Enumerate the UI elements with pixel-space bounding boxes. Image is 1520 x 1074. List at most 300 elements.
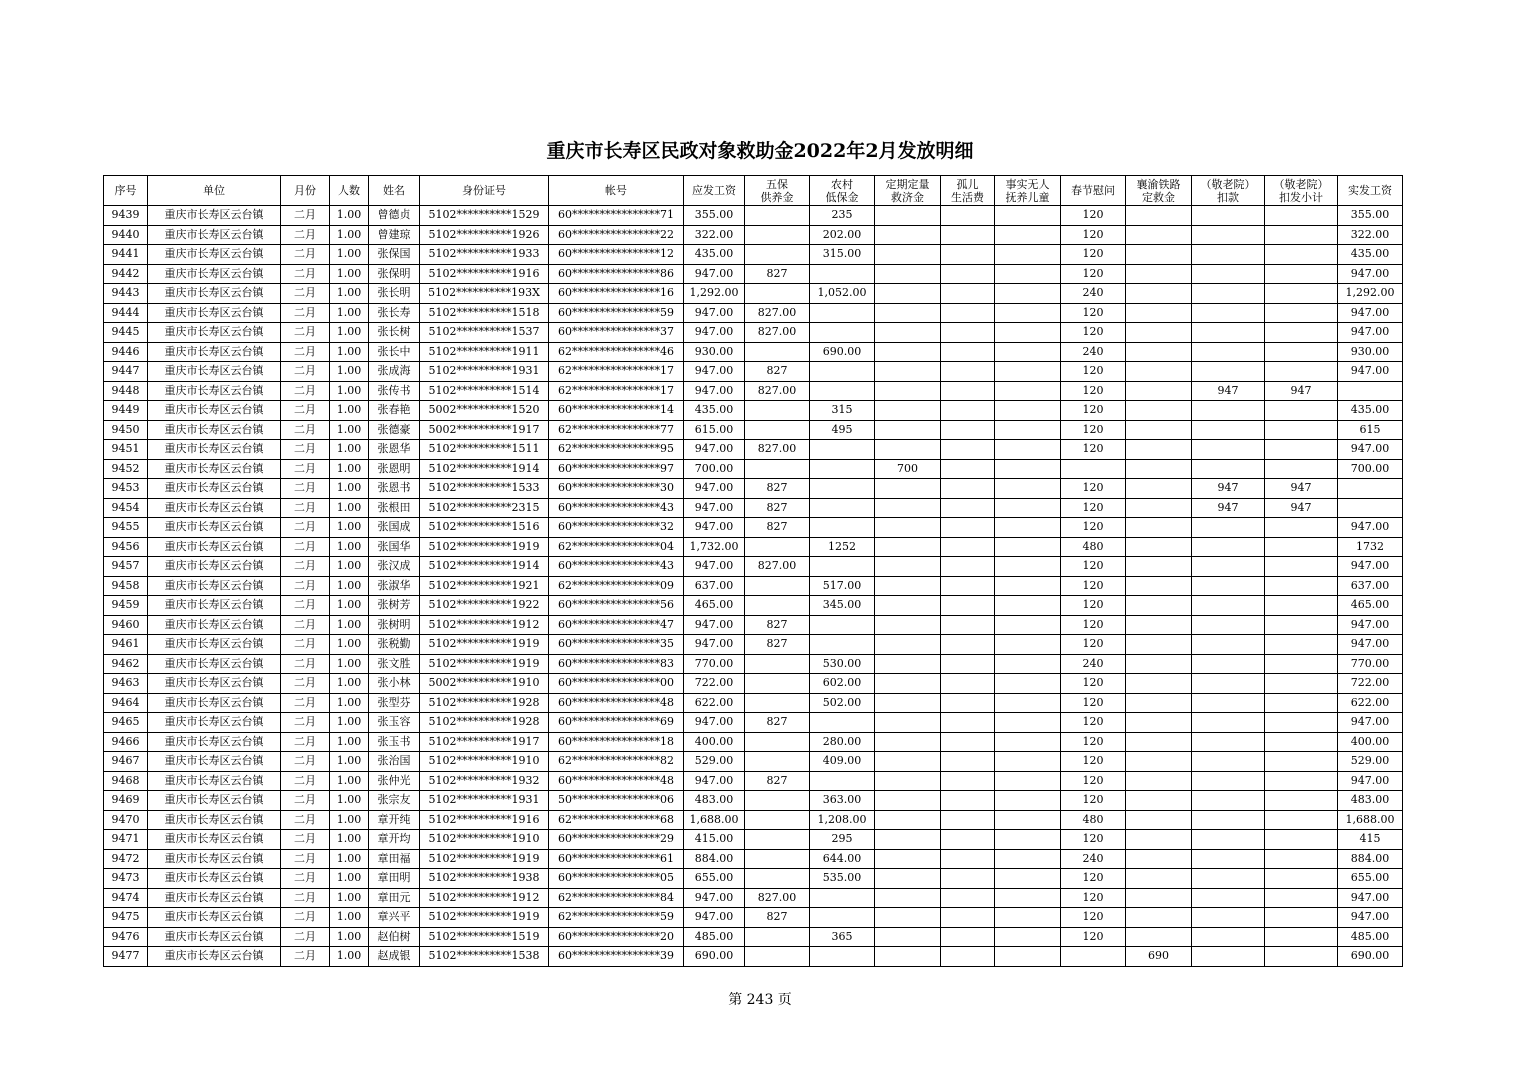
table-cell: 947.00 [684, 518, 745, 538]
table-cell [1126, 342, 1192, 362]
table-cell: 重庆市长寿区云台镇 [148, 245, 281, 265]
table-cell: 530.00 [810, 654, 875, 674]
table-cell [1265, 420, 1338, 440]
table-cell [1265, 615, 1338, 635]
table-cell: 1,688.00 [684, 810, 745, 830]
table-cell: 5102**********1914 [420, 557, 549, 577]
table-cell: 355.00 [1338, 206, 1403, 226]
table-cell: 60****************48 [549, 771, 684, 791]
table-cell: 622.00 [684, 693, 745, 713]
table-cell: 二月 [281, 654, 330, 674]
table-row [104, 225, 1403, 245]
table-cell: 415.00 [684, 830, 745, 850]
table-cell: 章兴平 [369, 908, 420, 928]
table-cell [875, 810, 941, 830]
table-cell: 690 [1126, 947, 1192, 967]
table-cell [875, 888, 941, 908]
table-cell: 5102**********1537 [420, 323, 549, 343]
table-cell [941, 498, 995, 518]
table-cell [875, 927, 941, 947]
table-cell [995, 674, 1061, 694]
table-cell: 张治国 [369, 752, 420, 772]
table-cell: 60****************32 [549, 518, 684, 538]
table-cell [810, 615, 875, 635]
table-cell [1192, 225, 1265, 245]
table-cell: 9469 [104, 791, 148, 811]
table-cell: 60****************61 [549, 849, 684, 869]
table-cell [745, 537, 810, 557]
table-cell: 二月 [281, 615, 330, 635]
table-cell: 张小林 [369, 674, 420, 694]
table-cell: 485.00 [684, 927, 745, 947]
table-cell: 9449 [104, 401, 148, 421]
table-row [104, 713, 1403, 733]
column-header: 月份 [281, 176, 330, 206]
table-cell: 120 [1061, 362, 1126, 382]
table-cell: 62****************04 [549, 537, 684, 557]
table-cell [875, 518, 941, 538]
table-cell: 1.00 [330, 401, 369, 421]
table-cell [941, 518, 995, 538]
table-cell [995, 323, 1061, 343]
table-cell [875, 245, 941, 265]
table-cell [995, 927, 1061, 947]
table-cell: 二月 [281, 342, 330, 362]
table-cell [875, 537, 941, 557]
table-cell: 9467 [104, 752, 148, 772]
table-cell: 二月 [281, 635, 330, 655]
table-cell: 947 [1192, 479, 1265, 499]
table-cell [995, 264, 1061, 284]
table-cell [1265, 635, 1338, 655]
table-cell [995, 518, 1061, 538]
table-cell: 9442 [104, 264, 148, 284]
table-cell: 重庆市长寿区云台镇 [148, 947, 281, 967]
table-cell: 415 [1338, 830, 1403, 850]
table-cell [941, 576, 995, 596]
table-cell [810, 947, 875, 967]
table-cell [1126, 557, 1192, 577]
table-cell: 947.00 [1338, 440, 1403, 460]
table-cell [1265, 459, 1338, 479]
table-cell: 重庆市长寿区云台镇 [148, 732, 281, 752]
table-cell [1338, 479, 1403, 499]
table-cell [995, 869, 1061, 889]
table-cell [1192, 284, 1265, 304]
table-row [104, 654, 1403, 674]
table-cell: 60****************05 [549, 869, 684, 889]
table-cell: 62****************68 [549, 810, 684, 830]
table-cell [745, 869, 810, 889]
table-cell [810, 323, 875, 343]
table-cell: 1252 [810, 537, 875, 557]
table-row [104, 498, 1403, 518]
table-cell: 1.00 [330, 303, 369, 323]
table-cell: 1732 [1338, 537, 1403, 557]
table-row [104, 479, 1403, 499]
table-cell: 947.00 [684, 713, 745, 733]
table-cell: 赵成银 [369, 947, 420, 967]
table-cell: 1.00 [330, 927, 369, 947]
table-cell [995, 615, 1061, 635]
table-cell [995, 771, 1061, 791]
table-row [104, 791, 1403, 811]
table-cell: 947.00 [1338, 323, 1403, 343]
table-cell [1192, 420, 1265, 440]
table-cell [995, 654, 1061, 674]
table-cell [1126, 869, 1192, 889]
table-cell [745, 654, 810, 674]
table-cell: 1.00 [330, 888, 369, 908]
table-cell: 二月 [281, 927, 330, 947]
table-cell [1126, 888, 1192, 908]
table-cell [875, 674, 941, 694]
table-cell: 409.00 [810, 752, 875, 772]
table-cell [1126, 206, 1192, 226]
table-cell: 张恩书 [369, 479, 420, 499]
table-cell [745, 947, 810, 967]
table-cell: 1.00 [330, 732, 369, 752]
table-cell: 重庆市长寿区云台镇 [148, 810, 281, 830]
table-cell [941, 264, 995, 284]
table-cell: 5102**********1914 [420, 459, 549, 479]
table-cell: 1.00 [330, 654, 369, 674]
table-cell: 930.00 [1338, 342, 1403, 362]
table-cell: 62****************17 [549, 381, 684, 401]
table-cell: 50****************06 [549, 791, 684, 811]
table-cell [941, 654, 995, 674]
table-cell: 465.00 [684, 596, 745, 616]
table-cell [995, 693, 1061, 713]
table-cell [1192, 810, 1265, 830]
table-cell [810, 518, 875, 538]
table-cell: 947.00 [684, 323, 745, 343]
table-cell: 770.00 [1338, 654, 1403, 674]
table-cell: 张长树 [369, 323, 420, 343]
table-cell [941, 323, 995, 343]
table-cell: 张淑华 [369, 576, 420, 596]
table-cell [941, 420, 995, 440]
page-number: 第 243 页 [728, 992, 792, 1008]
table-cell: 二月 [281, 674, 330, 694]
table-cell: 315.00 [810, 245, 875, 265]
table-cell: 1.00 [330, 225, 369, 245]
table-cell [810, 303, 875, 323]
table-cell: 5102**********1922 [420, 596, 549, 616]
table-cell: 120 [1061, 927, 1126, 947]
table-cell: 9470 [104, 810, 148, 830]
table-cell: 9466 [104, 732, 148, 752]
table-cell: 62****************46 [549, 342, 684, 362]
table-cell: 947.00 [1338, 888, 1403, 908]
table-cell [1338, 498, 1403, 518]
table-cell: 120 [1061, 674, 1126, 694]
table-cell [1192, 615, 1265, 635]
table-cell [1126, 752, 1192, 772]
table-cell [941, 440, 995, 460]
table-cell: 947 [1265, 498, 1338, 518]
table-cell: 770.00 [684, 654, 745, 674]
table-cell: 60****************37 [549, 323, 684, 343]
table-cell [875, 869, 941, 889]
table-cell [810, 498, 875, 518]
table-cell [875, 947, 941, 967]
table-cell: 700 [875, 459, 941, 479]
table-cell: 322.00 [684, 225, 745, 245]
table-row [104, 732, 1403, 752]
table-cell [1192, 557, 1265, 577]
table-cell [875, 284, 941, 304]
table-row [104, 323, 1403, 343]
table-cell [941, 869, 995, 889]
table-cell: 529.00 [1338, 752, 1403, 772]
table-cell: 重庆市长寿区云台镇 [148, 596, 281, 616]
table-cell: 120 [1061, 264, 1126, 284]
table-cell: 重庆市长寿区云台镇 [148, 888, 281, 908]
table-row [104, 459, 1403, 479]
table-cell: 120 [1061, 576, 1126, 596]
table-cell: 827 [745, 908, 810, 928]
table-cell [875, 752, 941, 772]
table-cell [941, 674, 995, 694]
table-cell [875, 635, 941, 655]
table-row [104, 635, 1403, 655]
table-row [104, 771, 1403, 791]
table-cell: 二月 [281, 888, 330, 908]
table-row [104, 752, 1403, 772]
table-cell: 827 [745, 362, 810, 382]
table-cell [995, 557, 1061, 577]
table-cell [1265, 557, 1338, 577]
table-cell [1265, 576, 1338, 596]
table-cell: 60****************18 [549, 732, 684, 752]
table-cell: 827 [745, 518, 810, 538]
table-cell: 60****************00 [549, 674, 684, 694]
table-cell: 120 [1061, 615, 1126, 635]
table-cell [875, 264, 941, 284]
table-row [104, 264, 1403, 284]
table-cell [875, 498, 941, 518]
table-cell: 重庆市长寿区云台镇 [148, 713, 281, 733]
table-cell: 5102**********1921 [420, 576, 549, 596]
table-cell [1192, 713, 1265, 733]
table-cell: 120 [1061, 479, 1126, 499]
table-cell: 827 [745, 713, 810, 733]
table-cell [875, 381, 941, 401]
table-cell: 465.00 [1338, 596, 1403, 616]
table-cell: 5102**********1919 [420, 635, 549, 655]
table-cell: 9477 [104, 947, 148, 967]
table-cell: 529.00 [684, 752, 745, 772]
table-cell: 重庆市长寿区云台镇 [148, 654, 281, 674]
table-cell: 517.00 [810, 576, 875, 596]
table-cell: 9475 [104, 908, 148, 928]
table-cell: 二月 [281, 830, 330, 850]
table-cell: 1.00 [330, 206, 369, 226]
table-cell: 60****************97 [549, 459, 684, 479]
table-cell: 355.00 [684, 206, 745, 226]
table-cell [1192, 888, 1265, 908]
table-cell: 1.00 [330, 459, 369, 479]
table-cell: 120 [1061, 381, 1126, 401]
table-cell: 张汉成 [369, 557, 420, 577]
table-cell [745, 245, 810, 265]
table-cell: 9464 [104, 693, 148, 713]
table-cell: 1,732.00 [684, 537, 745, 557]
table-cell: 60****************35 [549, 635, 684, 655]
table-cell: 345.00 [810, 596, 875, 616]
table-cell: 60****************86 [549, 264, 684, 284]
table-cell [1126, 830, 1192, 850]
table-cell: 947.00 [684, 362, 745, 382]
table-cell: 435.00 [684, 401, 745, 421]
table-cell [1126, 635, 1192, 655]
table-cell: 重庆市长寿区云台镇 [148, 576, 281, 596]
table-cell [1126, 674, 1192, 694]
table-cell: 947.00 [1338, 362, 1403, 382]
table-cell: 二月 [281, 362, 330, 382]
column-header: 序号 [104, 176, 148, 206]
column-header: 帐号 [549, 176, 684, 206]
table-cell: 张春艳 [369, 401, 420, 421]
table-cell: 5102**********1932 [420, 771, 549, 791]
table-cell: 5102**********1916 [420, 264, 549, 284]
table-cell: 1.00 [330, 420, 369, 440]
table-cell: 62****************77 [549, 420, 684, 440]
table-cell [1192, 245, 1265, 265]
table-cell [1192, 303, 1265, 323]
table-cell: 322.00 [1338, 225, 1403, 245]
table-cell: 1.00 [330, 498, 369, 518]
table-cell: 60****************59 [549, 303, 684, 323]
table-cell: 5102**********1933 [420, 245, 549, 265]
table-cell [745, 401, 810, 421]
table-cell [810, 888, 875, 908]
table-cell [995, 420, 1061, 440]
table-cell [1265, 752, 1338, 772]
table-cell: 9468 [104, 771, 148, 791]
table-cell: 5102**********1533 [420, 479, 549, 499]
table-cell: 827.00 [745, 323, 810, 343]
table-cell: 重庆市长寿区云台镇 [148, 342, 281, 362]
table-cell [745, 830, 810, 850]
table-cell: 60****************39 [549, 947, 684, 967]
table-cell [1192, 791, 1265, 811]
table-cell [941, 849, 995, 869]
table-body [104, 206, 1403, 967]
table-cell: 60****************47 [549, 615, 684, 635]
table-cell: 二月 [281, 479, 330, 499]
table-cell [875, 908, 941, 928]
table-cell: 120 [1061, 713, 1126, 733]
table-cell: 张树芳 [369, 596, 420, 616]
table-cell [995, 908, 1061, 928]
table-cell: 1.00 [330, 381, 369, 401]
table-cell [941, 713, 995, 733]
table-cell: 二月 [281, 206, 330, 226]
table-cell: 435.00 [1338, 401, 1403, 421]
table-row [104, 401, 1403, 421]
column-header: 实发工资 [1338, 176, 1403, 206]
table-row [104, 284, 1403, 304]
table-cell: 60****************20 [549, 927, 684, 947]
table-cell: 9440 [104, 225, 148, 245]
table-cell: 947.00 [684, 479, 745, 499]
table-cell [995, 206, 1061, 226]
table-cell: 5102**********1516 [420, 518, 549, 538]
table-cell: 重庆市长寿区云台镇 [148, 264, 281, 284]
table-cell [745, 342, 810, 362]
table-cell: 9453 [104, 479, 148, 499]
table-cell: 5102**********1912 [420, 888, 549, 908]
table-cell [1338, 381, 1403, 401]
table-cell [1265, 440, 1338, 460]
table-cell: 5002**********1917 [420, 420, 549, 440]
table-cell [941, 771, 995, 791]
table-cell: 重庆市长寿区云台镇 [148, 752, 281, 772]
table-cell: 827.00 [745, 381, 810, 401]
table-row [104, 362, 1403, 382]
table-cell: 947.00 [1338, 713, 1403, 733]
table-cell [995, 849, 1061, 869]
table-cell: 240 [1061, 342, 1126, 362]
table-cell: 400.00 [1338, 732, 1403, 752]
table-cell [1265, 284, 1338, 304]
table-cell [941, 459, 995, 479]
table-cell: 重庆市长寿区云台镇 [148, 498, 281, 518]
table-cell [745, 732, 810, 752]
table-cell [1265, 732, 1338, 752]
table-cell [810, 557, 875, 577]
table-cell: 60****************12 [549, 245, 684, 265]
table-cell [1192, 206, 1265, 226]
table-cell: 435.00 [1338, 245, 1403, 265]
table-cell: 9473 [104, 869, 148, 889]
table-cell: 张树明 [369, 615, 420, 635]
table-cell: 827.00 [745, 557, 810, 577]
table-cell: 5102**********1926 [420, 225, 549, 245]
table-row [104, 303, 1403, 323]
table-row [104, 888, 1403, 908]
table-cell: 827.00 [745, 440, 810, 460]
table-cell: 重庆市长寿区云台镇 [148, 518, 281, 538]
table-cell: 二月 [281, 791, 330, 811]
table-cell: 二月 [281, 381, 330, 401]
table-cell: 5002**********1520 [420, 401, 549, 421]
table-cell [745, 596, 810, 616]
table-cell: 9451 [104, 440, 148, 460]
table-cell: 二月 [281, 401, 330, 421]
table-cell: 120 [1061, 245, 1126, 265]
table-cell: 930.00 [684, 342, 745, 362]
table-cell: 947.00 [684, 615, 745, 635]
table-cell: 1.00 [330, 557, 369, 577]
table-cell: 60****************29 [549, 830, 684, 850]
table-cell [995, 498, 1061, 518]
table-row [104, 830, 1403, 850]
table-cell: 5102**********1911 [420, 342, 549, 362]
table-cell: 张仲光 [369, 771, 420, 791]
table-cell [1126, 771, 1192, 791]
table-cell: 240 [1061, 284, 1126, 304]
table-cell: 二月 [281, 869, 330, 889]
table-cell: 张文胜 [369, 654, 420, 674]
table-cell: 5102**********1919 [420, 908, 549, 928]
table-cell [1192, 537, 1265, 557]
column-header: （敬老院） 扣款 [1192, 176, 1265, 206]
table-cell: 120 [1061, 557, 1126, 577]
table-cell: 60****************16 [549, 284, 684, 304]
